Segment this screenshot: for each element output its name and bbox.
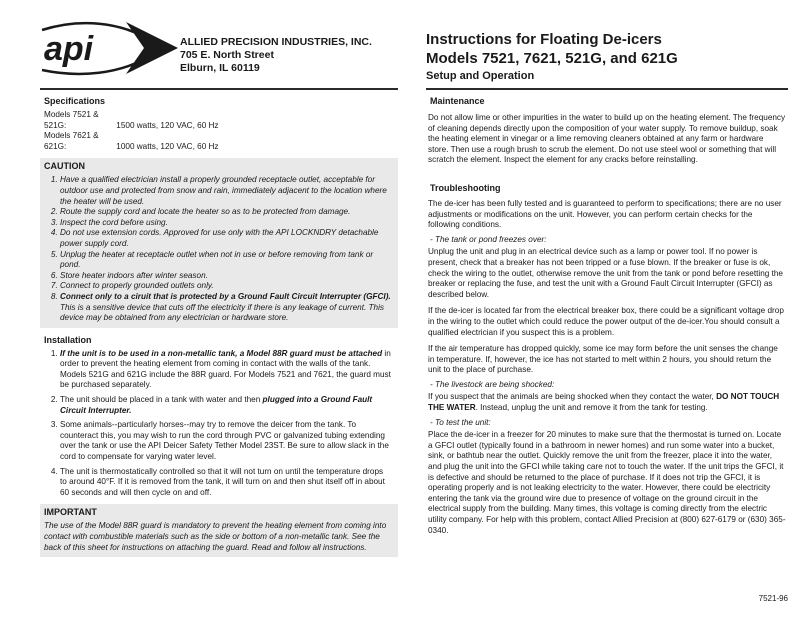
installation-section bbox=[40, 332, 398, 499]
spec-models: Models 7621 & 621G: bbox=[44, 131, 99, 151]
caution-item: 3. Inspect the cord before using. bbox=[60, 218, 392, 229]
api-logo bbox=[40, 18, 180, 78]
logo-text: api bbox=[44, 30, 94, 68]
troubleshooting-intro: The de-icer has been fully tested and is guaranteed to perform to specifications; there are no user adjustments or modifications on the unit. However, you can perform certain checks for the following conditions. bbox=[428, 198, 782, 230]
case-shock-text bbox=[426, 392, 788, 413]
installation-item bbox=[60, 349, 392, 391]
installation-item: 4. The unit is thermostatically controlled so that it will not turn on until the temperature drops to around 40°F. If it is removed from the tank, it will turn on and then shut itself off in about 60 seconds and will then cycle on and off. bbox=[60, 467, 392, 499]
installation-guard-text: in order to prevent the heating element from coming in contact with the walls of the tank. Models 521G and 621G include the 88R guard. For Models 7521 and 7621, the guard must be purchased separately. bbox=[60, 348, 391, 390]
caution-item-gfci bbox=[60, 292, 392, 324]
important-text: The use of the Model 88R guard is mandatory to prevent the heating element from coming into contact with combustible materials such as the side or bottom of a non-metallic tank. See the back of this sheet for instructions on attaching the guard. Read and follow all instructions. bbox=[44, 521, 387, 552]
installation-guard-emphasis: If the unit is to be used in a non-metallic tank, a Model 88R guard must be attached bbox=[60, 348, 383, 358]
caution-heading: CAUTION bbox=[44, 161, 85, 172]
installation-item bbox=[60, 395, 392, 416]
document-subtitle: Setup and Operation bbox=[426, 70, 535, 82]
caution-list bbox=[40, 175, 398, 323]
case-freezes-text: Unplug the unit and plug in an electrical device such as a lamp or power tool. If no power is present, check that a breaker has not been tripped or a fuse blown. If the breaker or fuse is ok, check the wiring to the outlet, otherwise remove the unit from the tank or pond before resetting the breaker or replacing the fuse, and test the unit with a Ground Fault Circuit Interrupter (GFCI) as described below. bbox=[428, 247, 783, 299]
caution-item: 7. Connect to properly grounded outlets only. bbox=[60, 281, 392, 292]
case-shock-warning: DO NOT TOUCH THE WATER bbox=[428, 392, 780, 413]
troubleshooting-heading: Troubleshooting bbox=[430, 182, 501, 193]
spec-value: 1500 watts, 120 VAC, 60 Hz bbox=[116, 120, 219, 130]
case-shock-lead: If you suspect that the animals are being shocked when they contact the water, bbox=[428, 392, 717, 402]
spec-row bbox=[40, 110, 398, 131]
case-shock-rest: . Instead, unplug the unit and remove it from the tank for testing. bbox=[475, 403, 708, 413]
caution-section bbox=[40, 158, 398, 327]
important-heading: IMPORTANT bbox=[44, 507, 97, 518]
spec-row bbox=[40, 131, 398, 152]
case-freezes-temperature: If the air temperature has dropped quickly, some ice may form before the unit senses the change in temperature. If, however, the ice has not started to melt within 2 hours, you should return the unit to the place of purchase. bbox=[428, 344, 778, 375]
title-line-2: Models 7521, 7621, 521G, and 621G bbox=[426, 50, 678, 67]
caution-item: 1. Have a qualified electrician install a properly grounded receptacle outlet, acceptable for outdoor use and protected from snow and rain, immediately adjacent to the location where the heater will be used. bbox=[60, 175, 392, 207]
maintenance-heading: Maintenance bbox=[430, 96, 485, 106]
left-column bbox=[40, 93, 398, 557]
company-name: ALLIED PRECISION INDUSTRIES, INC. bbox=[180, 36, 372, 48]
spec-value: 1000 watts, 120 VAC, 60 Hz bbox=[116, 141, 219, 151]
installation-list bbox=[40, 349, 398, 499]
case-freezes-voltage: If the de-icer is located far from the electrical breaker box, there could be a significant voltage drop in the wiring to the outlet which could reduce the power output of the de-icer.You should consult a qualified electrician if you suspect this is a problem. bbox=[428, 306, 784, 337]
case-freezes-title: - The tank or pond freezes over: bbox=[430, 234, 547, 244]
specifications-section bbox=[40, 93, 398, 152]
header-rule-left bbox=[40, 88, 398, 90]
company-street: 705 E. North Street bbox=[180, 49, 274, 61]
specifications-heading: Specifications bbox=[44, 96, 106, 106]
important-section bbox=[40, 504, 398, 557]
case-test-text: Place the de-icer in a freezer for 20 minutes to make sure that the thermostat is turned on. Locate a GFCI outlet (typically found in a bathroom in newer homes) and run some water into a bucket, sink, or bathtub near the outlet. Quickly remove the unit from the freezer, place it into the water, and plug the unit into the GFCI while taking care not to touch the water. If the unit trips the GFCI, it is defective and should be returned to the place of purchase. If it does not trip the GFCI, it is operating properly and is not leaking electricity to the water. However, there could be electricity entering the tank via the ground wire due to presence of voltage on the ground circuit in the electrical supply from the building. Many times, this voltage is coming directly from the electric utility company. For help with this problem, contact Allied Precision at (800) 627-6179 or (630) 365-0340. bbox=[428, 430, 786, 535]
case-test-title: - To test the unit: bbox=[430, 417, 491, 427]
installation-gfci-text: The unit should be placed in a tank with water and then bbox=[60, 395, 263, 405]
title-line-1: Instructions for Floating De-icers bbox=[426, 31, 662, 48]
document-code: 7521-96 bbox=[758, 594, 788, 603]
right-column bbox=[426, 93, 788, 536]
company-address bbox=[180, 36, 372, 75]
document-title bbox=[426, 30, 678, 83]
company-city: Elburn, IL 60119 bbox=[180, 62, 260, 74]
case-shock-title: - The livestock are being shocked: bbox=[430, 379, 555, 389]
header-rule-right bbox=[426, 88, 788, 90]
maintenance-text: Do not allow lime or other impurities in the water to build up on the heating element. The frequency of cleaning depends directly upon the composition of your water supply. To remove buildup, soak the heating element in vinegar or a lime removing cleaners obtained at any farm or hardware store. Then use a rough brush to scrub the element. Do not use steel wool or something that will scratch the element. Inspect the element for any cracks before reinstalling. bbox=[428, 113, 786, 165]
caution-item: 4. Do not use extension cords. Approved for use only with the API LOCKNDRY detachable power supply cord. bbox=[60, 228, 392, 249]
installation-gfci-emphasis: plugged into a Ground Fault Circuit Interrupter. bbox=[60, 395, 373, 415]
caution-gfci-text: This is a sensitive device that cuts off the electricity if there is any leakage of current. This device may be obtained from any electrician or hardware store. bbox=[60, 302, 385, 323]
caution-item: 5. Unplug the heater at receptacle outlet when not in use or before removing from tank or pond. bbox=[60, 250, 392, 271]
spec-models: Models 7521 & 521G: bbox=[44, 110, 99, 130]
caution-gfci-emphasis: Connect only to a ciruit that is protected by a Ground Fault Circuit Interrupter (GFCI). bbox=[60, 291, 391, 301]
caution-item: 2. Route the supply cord and locate the heater so as to be protected from damage. bbox=[60, 207, 392, 218]
caution-item: 6. Store heater indoors after winter season. bbox=[60, 271, 392, 282]
installation-item: 3. Some animals--particularly horses--may try to remove the deicer from the tank. To counteract this, you may wish to run the cord through PVC or galvanized tubing extending over the tank or use the API Deicer Safety Tether Model 23ST. Be sure to allow slack in the cord to compensate for varying water level. bbox=[60, 420, 392, 462]
installation-heading: Installation bbox=[44, 334, 92, 345]
